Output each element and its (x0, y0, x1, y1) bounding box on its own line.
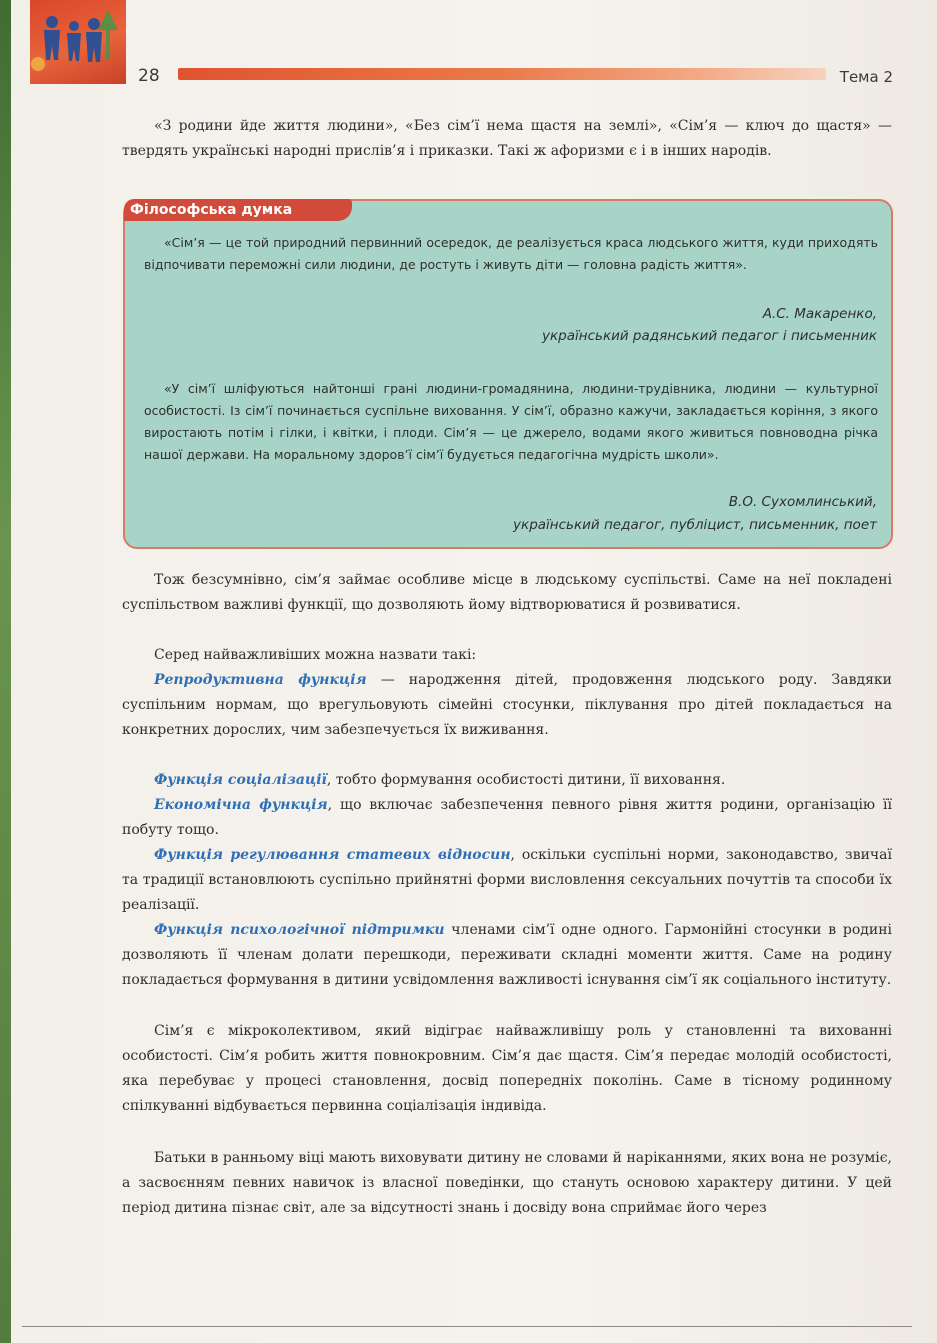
term-economic: Економічна функція (154, 797, 328, 813)
page-number: 28 (138, 66, 160, 86)
quote-role-1: український радянський педагог і письменник (542, 328, 877, 344)
body-paragraph-4: Батьки в ранньому віці мають виховувати дитину не словами й наріканнями, яких вона не розуміє, а засвоєнням певних навичок із власної поведінки, що стануть основою характеру дитини. У цей період дитина пізнає світ, але за відсутності знань і досвіду вона сприймає його через (122, 1150, 892, 1216)
quote-role-2: український педагог, публіцист, письменник, поет (513, 517, 877, 533)
silhouettes-illustration-icon (30, 0, 126, 84)
term-reproductive: Репродуктивна функція (154, 672, 367, 688)
function-reproductive (122, 668, 892, 743)
quote-text-2: «У сім’ї шліфуються найтонші грані людини-громадянина, людини-трудівника, людини — культурної особистості. Із сім’ї починається суспільне виховання. У сім’ї, образно кажучи, закладається коріння, з якого виростають потім і гілки, і квітки, і плоди. Сім’я — це джерело, водами якого живиться повноводна річка нашої держави. На моральному здоров’ї сім’ї будується педагогічна мудрість школи». (144, 381, 878, 462)
function-sexual-regulation-text: , оскільки суспільні норми, законодавство, звичаї та традиції встановлюють суспільно прийнятні форми висловлення сексуальних почуттів та способи їх реалізації. (122, 847, 892, 913)
function-sexual-regulation (122, 843, 892, 918)
body-paragraph-3: Сім’я є мікроколективом, який відіграє найважливішу роль у становленні та вихованні особистості. Сім’я робить життя повнокровним. Сім’я дає щастя. Сім’я передає молодій особистості, яка перебуває у процесі становлення, досвід попередніх поколінь. Саме в тісному родинному спілкуванні відбувається первинна соціалізація індивіда. (122, 1023, 892, 1114)
intro-paragraph: «З родини йде життя людини», «Без сім’ї нема щастя на землі», «Сім’я — ключ до щастя» — твердять українські народні прислів’я і приказки. Такі ж афоризми є і в інших народів. (122, 118, 892, 159)
quote-author-1: А.С. Макаренко, (762, 306, 877, 322)
quote-box-title: Філософська думка (124, 199, 352, 221)
function-economic-text: , що включає забезпечення певного рівня життя родини, організацію її побуту тощо. (122, 797, 893, 838)
book-spine (0, 0, 11, 1343)
function-reproductive-text: — народження дітей, продовження людського роду. Завдяки суспільним нормам, що врегульовують сімейні стосунки, піклування про дітей покладається на конкретних дорослих, чим забезпечується їх виживання. (122, 672, 892, 738)
term-socialization: Функція соціалізації (154, 772, 327, 788)
function-psychological-support (122, 918, 892, 993)
function-economic (122, 793, 892, 843)
body-paragraph-1: Тож безсумнівно, сім’я займає особливе місце в людському суспільстві. Саме на неї покладені суспільством важливі функції, що дозволяють йому відтворюватися й розвиватися. (122, 572, 892, 613)
term-psychological-support: Функція психологічної підтримки (154, 922, 445, 938)
header-decorative-bar (178, 68, 826, 80)
function-psychological-support-text: членами сім’ї одне одного. Гармонійні стосунки в родині дозволяють її членам долати перешкоди, переживати складні моменти життя. Саме на родину покладається формування в дитини усвідомлення важливості існування сім’ї як соціального інституту. (122, 922, 893, 988)
page-bottom-edge (22, 1326, 912, 1327)
quote-author-2: В.О. Сухомлинський, (728, 494, 877, 510)
quote-text-1: «Сім’я — це той природний первинний осередок, де реалізується краса людського життя, куди приходять відпочивати переможні сили людини, де ростуть і живуть діти — головна радість життя». (144, 235, 878, 272)
topic-label: Тема 2 (839, 68, 893, 86)
function-socialization-text: , тобто формування особистості дитини, її виховання. (326, 772, 726, 788)
body-paragraph-2: Серед найважливіших можна назвати такі: (154, 647, 477, 663)
function-socialization (122, 768, 892, 793)
term-sexual-regulation: Функція регулювання статевих відносин (154, 847, 511, 863)
